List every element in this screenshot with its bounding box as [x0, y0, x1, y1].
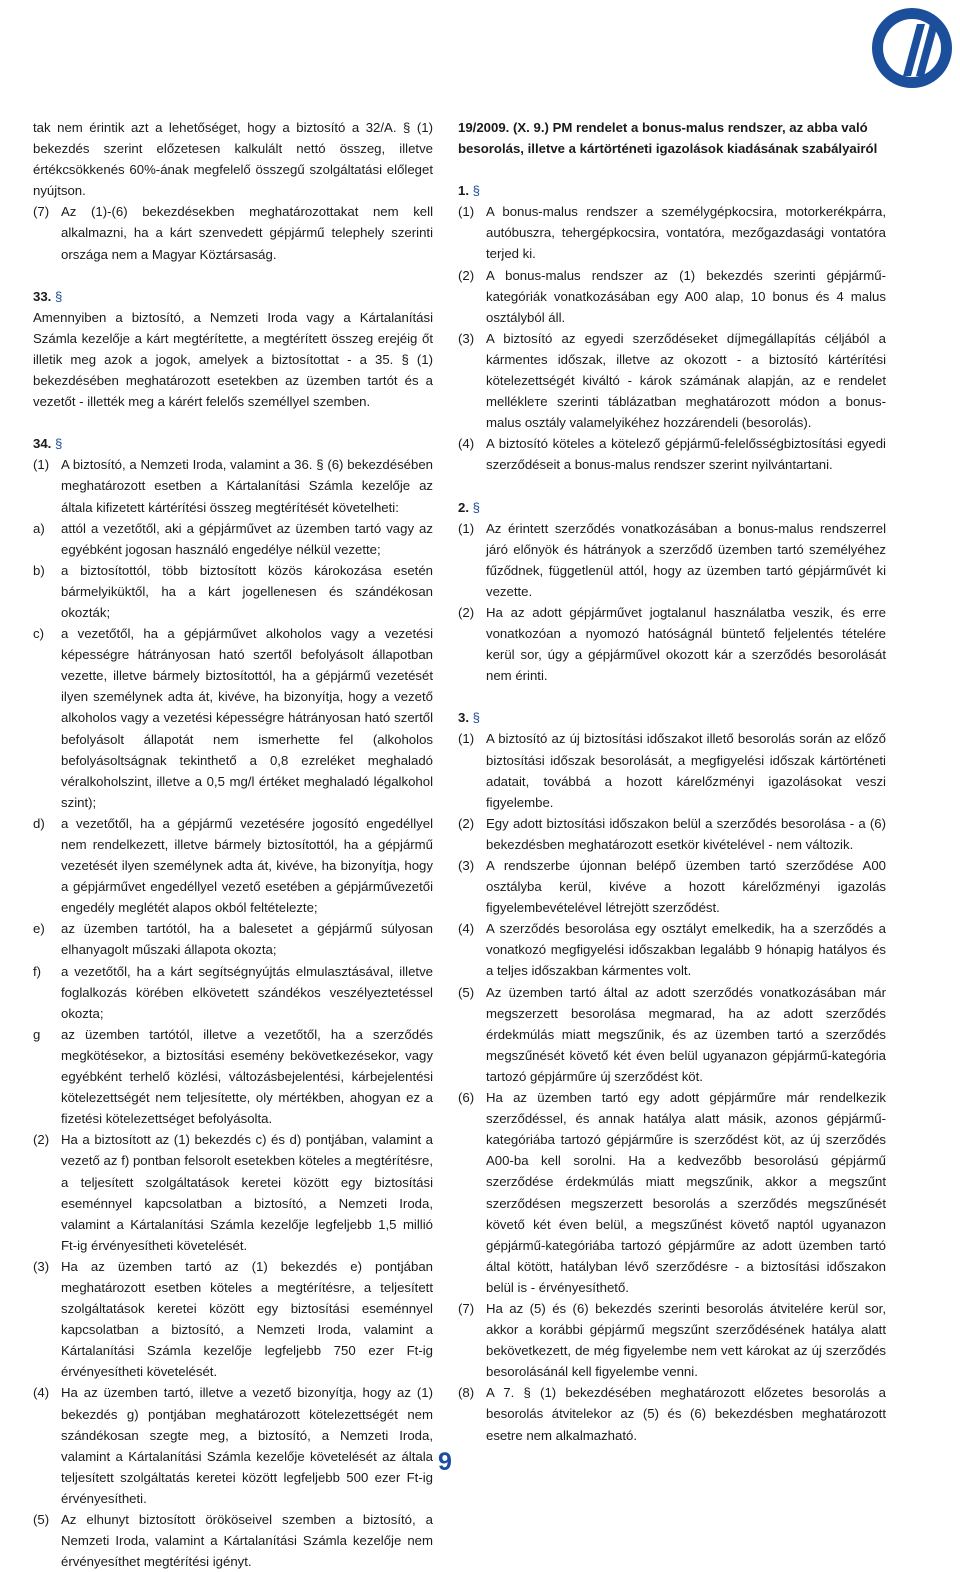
s3-paragraph-2: (2) Egy adott biztosítási időszakon belül a szerződés besorolása - a (6) bekezdésben meghatározott esetkör kivételével - nem változik.	[458, 815, 886, 852]
s3-paragraph-1: (1) A biztosító az új biztosítási időszakot illető besorolás során az előző biztosítási időszak besorolását, a megfigyelési időszak kártörténeti adatait, továbbá a hozott kárelőzményi igazolásokat veszi figyelembe.	[458, 731, 886, 810]
section-1-heading: 1. §	[458, 183, 481, 199]
s1-paragraph-2: (2) A bonus-malus rendszer az (1) bekezdés szerinti gépjármű-kategóriák vonatkozásában egy A00 alap, 10 bonus és 4 malus osztályból áll.	[458, 267, 886, 325]
s3-paragraph-8: (8) A 7. § (1) bekezdésében meghatározott előzetes besorolás a besorolás átvitelekor az (5) és (6) bekezdésben meghatározott esetre nem alkalmazható.	[458, 1385, 886, 1443]
section-symbol: §	[55, 436, 63, 452]
section-symbol: §	[472, 183, 481, 199]
s34-paragraph-1: (1) A biztosító, a Nemzeti Iroda, valamint a 36. § (6) bekezdésében meghatározott esetben a Kártalanítási Számla kezelője az általa kifizetett kártérítési összeg megtérítését követelheti:	[33, 457, 433, 515]
page-number: 9	[438, 1448, 452, 1476]
section-3-heading: 3. §	[458, 710, 481, 726]
s2-paragraph-1: (1) Az érintett szerződés vonatkozásában a bonus-malus rendszerrel járó előnyök és hátrányok a szerződő üzemben tartó személyéhez fűződnek, függetlenül attól, hogy az üzemben tartó gépjárművét ki vezette.	[458, 520, 886, 599]
intro-paragraph: tak nem érintik azt a lehetőséget, hogy a biztosító a 32/A. § (1) bekezdés szerint előzetesen kalkulált nettó összeg, illetve értékcsökkenés 60%-ának megfelelő összegű szolgáltatási előleget nyújtson.	[33, 120, 433, 199]
section-symbol: §	[472, 710, 481, 726]
s34-point-d: d) a vezetőtől, ha a gépjármű vezetésére jogosító engedéllyel nem rendelkezett, illetve bármely biztosítottól, ha a gépjármű vezetését ilyen személynek adta át, kivéve, ha bizonyítja, hogy a gépjárművet engedéllyel vezető esetében a gépjárművezetői engedély meglétét alapos okból feltételezte;	[33, 815, 433, 916]
brand-logo-icon	[870, 6, 954, 90]
s1-paragraph-1: (1) A bonus-malus rendszer a személygépkocsira, motorkerékpárra, autóbuszra, tehergépkocsira, vontatóra, mezőgazdasági vontatóra terjed ki.	[458, 204, 886, 262]
section-symbol: §	[472, 499, 481, 515]
s34-paragraph-2: (2) Ha a biztosított az (1) bekezdés c) és d) pontjában, valamint a vezető az f) pontban felsorolt esetekben köteles a megtérítésre, a teljesített szolgáltatások keretei között egy biztosítási eseménnyel kapcsolatban a biztosító, a Nemzeti Iroda, valamint a Kártalanítási Számla kezelője legfeljebb 1,5 millió Ft-ig érvényesítheti követelését.	[33, 1132, 433, 1253]
s3-paragraph-3: (3) A rendszerbe újonnan belépő üzemben tartó szerződése A00 osztályba kerül, kivéve a hozott kárelőzményi igazolás figyelembevételével létrejött szerződést.	[458, 858, 886, 916]
s34-point-f: f) a vezetőtől, ha a kárt segítségnyújtás elmulasztásával, illetve foglalkozás körében elkövetett szándékos veszélyeztetéssel okozta;	[33, 963, 433, 1021]
section-34-heading: 34. §	[33, 436, 63, 452]
s34-paragraph-4: (4) Ha az üzemben tartó, illetve a vezető bizonyítja, hogy az (1) bekezdés g) pontjában meghatározott kötelezettségét nem szándékosan szegte meg, a biztosító, a Nemzeti Iroda, valamint a Kártalanítási Számla kezelője követelését az általa teljesített szolgáltatás keretei között legfeljebb 500 ezer Ft-ig érvényesítheti.	[33, 1385, 433, 1506]
s34-paragraph-3: (3) Ha az üzemben tartó az (1) bekezdés e) pontjában meghatározott esetben köteles a megtérítésre, a teljesített szolgáltatások keretei között egy biztosítási eseménnyel kapcsolatban a biztosító, a Nemzeti Iroda, valamint a Kártalanítási Számla kezelője legfeljebb 750 ezer Ft-ig érvényesítheti követelését.	[33, 1258, 433, 1380]
s34-point-g: g az üzemben tartótól, illetve a vezetőtől, ha a szerződés megkötésekor, a biztosítási esemény bekövetkezésekor, vagy egyébként terhelő közlési, változásbejelentési, kárbejelentési kötelezettségét nem teljesítette, oly mértékben, ahogyan ez a fizetési kötelezettséget befolyásolta.	[33, 1026, 433, 1127]
section-33-text: Amennyiben a biztosító, a Nemzeti Iroda vagy a Kártalanítási Számla kezelője a kárt megtérítette, a megtérített összeg erejéig őt illetik meg azok a jogok, amelyek a biztosítottat - a 35. § (1) bekezdésében meghatározott esetekben az üzemben tartót és a vezetőt - illették meg a kárért felelős személlyel szemben.	[33, 309, 433, 410]
s3-paragraph-4: (4) A szerződés besorolása egy osztályt emelkedik, ha a szerződés a vonatkozó megfigyelési időszakban legalább 9 hónapig hatályos és a teljes időszakban kármentes volt.	[458, 921, 886, 979]
s34-point-b: b) a biztosítottól, több biztosított közös károkozása esetén bármelyiküktől, ha a kárt jogellenesen és szándékosan okozták;	[33, 562, 433, 620]
s1-paragraph-4: (4) A biztosító köteles a kötelező gépjármű-felelősségbiztosítási egyedi szerződéseit a bonus-malus rendszer szerint nyilvántartani.	[458, 436, 886, 473]
s3-paragraph-6: (6) Ha az üzemben tartó egy adott gépjárműre már rendelkezik szerződéssel, és annak hatálya alatt másik, azonos gépjármű-kategóriába tartozó gépjárműre is szerződést köt, az új szerződés A00-ba kell sorolni. Ha a kedvezőbb besorolású gépjármű szerződése érdekmúlás miatt megszűnik, akkor a megszűnt szerződésen megszerzett besorolás a szerződés megszűnését követő két éven belül, a megszűnést követő naptól ugyanazon gépjármű-kategóriába tartozó gépjárműre az adott üzemben tartó által kötött, hatályban lévő szerződésre - a biztosítási időszakon belül is - érvényesíthető.	[458, 1090, 886, 1295]
s34-point-c: c) a vezetőtől, ha a gépjárművet alkoholos vagy a vezetési képességre hátrányosan ható szertől befolyásolt állapotban vezette, illetve bármely biztosítottól, ha a gépjármű vezetését ilyen személynek adta át, kivéve, ha bizonyítja, hogy a vezető alkoholos vagy a vezetési képességre hátrányosan ható szertől befolyásolt állapotát nem ismerhette fel (alkoholos befolyásoltságnak tekinthető a 0,8 ezreléket meghaladó véralkoholszint, illetve a 0,5 mg/l értéket meghaladó légalkohol szint);	[33, 626, 433, 810]
decree-title: 19/2009. (X. 9.) PM rendelet a bonus-malus rendszer, az abba való besorolás, illetve a kártörténeti igazolások kiadásának szabályairól	[458, 120, 878, 157]
section-33-heading: 33. §	[33, 288, 63, 304]
s2-paragraph-2: (2) Ha az adott gépjárművet jogtalanul használatba veszik, és erre vonatkozóan a nyomozó hatóságnál büntető feljelentés tételére kerül sor, úgy a gépjárművel okozott kár a szerződés besorolását nem érinti.	[458, 604, 886, 684]
s3-paragraph-7: (7) Ha az (5) és (6) bekezdés szerinti besorolás átvitelére kerül sor, akkor a korábbi gépjármű megszűnt szerződésének hatálya alatt bekövetkezett, de még figyelembe nem vett károkat az új szerződés besorolásánál kell figyelembe venni.	[458, 1300, 886, 1380]
s3-paragraph-5: (5) Az üzemben tartó által az adott szerződés vonatkozásában már megszerzett besorolása megmarad, ha az adott szerződés érdekmúlás miatt megszűnik, és az üzemben tartó a szerződés megszűnését követő két éven belül ugyanazon gépjármű-kategória tartozó gépjárműre új szerződést köt.	[458, 984, 886, 1084]
left-column	[33, 117, 433, 1572]
s34-point-e: e) az üzemben tartótól, ha a balesetet a gépjármű súlyosan elhanyagolt műszaki állapota okozta;	[33, 921, 433, 958]
s34-point-a: a) attól a vezetőtől, aki a gépjárművet az üzemben tartó vagy az egyébként jogosan használó engedélye nélkül vezette;	[33, 520, 433, 557]
section-symbol: §	[55, 288, 63, 304]
paragraph-7: (7) Az (1)-(6) bekezdésekben meghatározottakat nem kell alkalmazni, ha a kárt szenvedett gépjármű telephely szerinti országa nem a Magyar Köztársaság.	[33, 204, 433, 262]
s1-paragraph-3: (3) A biztosító az egyedi szerződéseket díjmegállapítás céljából a kármentes időszak, illetve az okozott - a biztosító kártérítési kötelezettségét kiváltó - károk számának alapján, az e rendelet mellékleте szerinti táblázatban meghatározott módon a bonus-malus osztály valamelyikéhez hozzárendeli (besorolás).	[458, 330, 886, 431]
s34-paragraph-5: (5) Az elhunyt biztosított örököseivel szemben a biztosító, a Nemzeti Iroda, valamint a Kártalanítási Számla kezelője nem érvényesíthet megtérítési igényt.	[33, 1512, 433, 1570]
right-column	[458, 117, 886, 1446]
section-2-heading: 2. §	[458, 499, 481, 515]
